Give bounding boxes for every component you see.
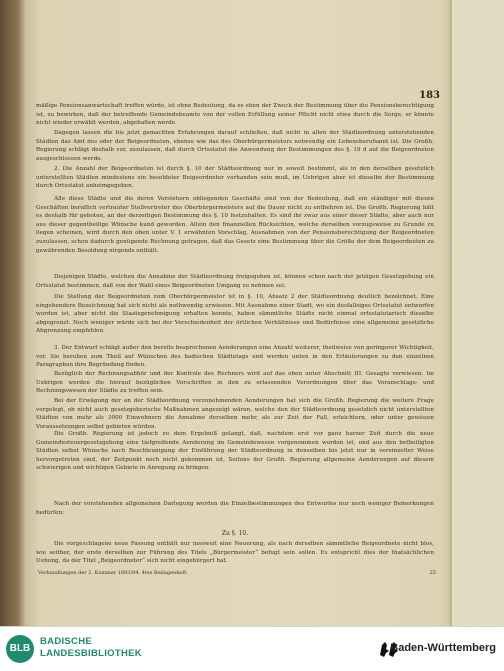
section-heading: Zu §. 10. (221, 530, 249, 537)
branding-bar (0, 626, 504, 671)
page-footer (38, 570, 436, 576)
page-edges (452, 0, 504, 626)
paragraph: Die Stellung der Beigeordneten zum Oberbürgermeister ist in §. 10, Absatz 2 der Städteordnung deutlich bezeichnet. Eine eingehendere Bezeichnung hat sich nicht als nothwendig erwiesen. Mit Ausnahme einer Stadt, wo ein desfallsiges Ortsstatut entworfen worden ist, aber nicht die Staatsgenehmigung erhalten konnte, haben sämmtliche Städte nicht einmal ortsstatutarisch dieselbe abgegrenzt. Noch weniger würde sich bei der Verschiedenheit der örtlichen Verhältnisse und Bedürfnisse eine allgemeine gesetzliche Abgrenzung empfehlen. (36, 294, 434, 335)
footer-sheet-number: 25 (429, 570, 436, 576)
paragraph: Alle diese Städte und die deren Vorstehern obliegenden Geschäfte sind von der Bedeutung, daß ein ständiger mit diesen Geschäften beruflich vertrauter Stellvertreter des Oberbürgermeisters auf die Dauer nicht zu entbehren ist. Die Großh. Regierung hält es deshalb für geboten, an der derzeitigen Bestimmung des §. 10 festzuhalten. Es sind ihr zwar aus einer dieser Städte, aber auch nur aus dieser gegentheilige Wünsche kund geworden. Allein den finanziellen Rücksichten, welche derselben vorzugsweise zu Grunde zu liegen scheinen, wird durch den oben unter V. 1 erwähnten Vorschlag, Ausnahmen von der Pensionsberechtigung der Beigeordneten zuzulassen, schon dadurch genügende Rechnung getragen, daß das Gesetz eine Bestimmung über die Größe der dem Beigeordneten zu gewährenden Besoldung nirgends enthält. (36, 196, 434, 254)
institution-name-line1: BADISCHE (40, 636, 93, 647)
paragraph: Diejenigen Städte, welchen die Annahme der Städteordnung freigegeben ist, können schon nach der jetzigen Gesetzgebung ein Ortsstatut bestimmen, daß von der Wahl eines Beigeordneten Umgang zu nehmen sei. (36, 274, 434, 289)
blb-logo-icon: BLB (6, 635, 34, 663)
footer-source: Verhandlungen der 2. Kammer 1893/94. 4tes Beilagenheft. (38, 570, 188, 576)
book-page (26, 0, 452, 626)
paragraph: Bei der Erwägung der an der Städteordnung vorzunehmenden Aenderungen hat sich die Großh. Regierung die weitere Frage vorgelegt, ob nicht auch gesetzgeberische Maßnahmen angezeigt wären, welche den der Städteordnung gesetzlich nicht unterstellten Städten von mehr als 3000 Einwohnern die Annahme derselben mehr, als zur Zeit der Fall, erleichtern, oder unter gewissen Voraussetzungen selbst gebieten würden. (36, 398, 434, 430)
paragraph: 3. Der Entwurf schlägt außer den bereits besprochenen Aenderungen eine Anzahl weiterer, theilweise von geringerer Wichtigkeit, vor. Sie beruhen zum Theil auf Wünschen des badischen Städtetags und werden unten in den Erläuterungen zu den einzelnen Paragraphen ihre Begründung finden. (36, 345, 434, 369)
paragraph: Dagegen lassen die bis jetzt gemachten Erfahrungen darauf schließen, daß nicht in allen der Städteordnung unterstehenden Städten das Amt des oder der Beigeordneten, ebenso wie das des Oberbürgermeisters notwendig ein Lebensberufsamt ist. Die Großh. Regierung schlägt deshalb vor, zuzulassen, daß durch Ortsstatut die Anwendung der Bestimmungen des §. 19 d auf die Beigeordneten ausgeschlossen werde. (36, 130, 434, 162)
paragraph: Nach der vorstehenden allgemeinen Darlegung werden die Einzelbestimmungen des Entwurfes nur noch weniger Bemerkungen bedürfen: (36, 501, 434, 516)
paragraph: Die Großh. Regierung ist jedoch zu dem Ergebniß gelangt, daß, nachdem erst vor ganz kurzer Zeit durch die neue Gemeindesteuergesetzgebung eine tiefgreifende Aenderung im Gemeindewesen vorgenommen worden ist, und aus den betheiligten Städten selbst Wünsche nach Beschleunigung der Einführung der Städteordnung in denselben bis jetzt nur in vereinzelter Weise hervorgetreten sind, der Zeitpunkt noch nicht gekommen ist, Seitens der Großh. Regierung allgemeine Aenderungen auf diesem schwierigen und wichtigen Gebiete in Anregung zu bringen. (36, 431, 434, 472)
institution-name-line2: LANDESBIBLIOTHEK (40, 648, 142, 659)
paragraph: Bezüglich der Rechnungsabhör und der Kontrole des Rechners wird auf das oben unter Abschnitt III. Gesagte verwiesen. Im Uebrigen werden die hierauf bezüglichen Vorschriften in den zu erlassenden Verordnungen über das Voranschlags- und Rechnungswesen der Städte zu treffen sein. (36, 371, 434, 395)
state-name: Baden-Württemberg (390, 642, 496, 654)
paragraph: 2. Die Anzahl der Beigeordneten ist durch §. 10 der Städteordnung nur in soweit bestimmt, als in den derselben gesetzlich unterstellten Städten mindestens ein besoldeter Beigeordneter vorhanden sein muß, im Uebrigen aber ist dieselbe der Bestimmung durch Ortsstatut anheimgegeben. (36, 166, 434, 190)
paragraph: Die vorgeschlagene neue Fassung enthält nur insoweit eine Neuerung, als nach derselben sämmtliche Beigeordnete nicht blos, wie seither, der erste derselben zur Führung des Titels „Bürgermeister“ befugt sein sollen. Es entspricht dies der thatsächlichen Uebung, da der Titel „Beigeordneter“ sich nicht eingebürgert hat. (36, 541, 434, 565)
institution-name (40, 636, 142, 660)
page-number: 183 (419, 90, 440, 101)
paragraph: mäßige Pensionsanwartschaft treffen würde, ist ohne Bedeutung, da es eben der Zweck der Bestimmung über die Pensionsberechtigung ist, zu bewirken, daß der betreffende Gemeindebeamte von der vollen Erfüllung seiner Pflicht nicht etwa durch die Sorge, er könnte nicht wieder erwählt werden, abgehalten werde. (36, 103, 434, 127)
